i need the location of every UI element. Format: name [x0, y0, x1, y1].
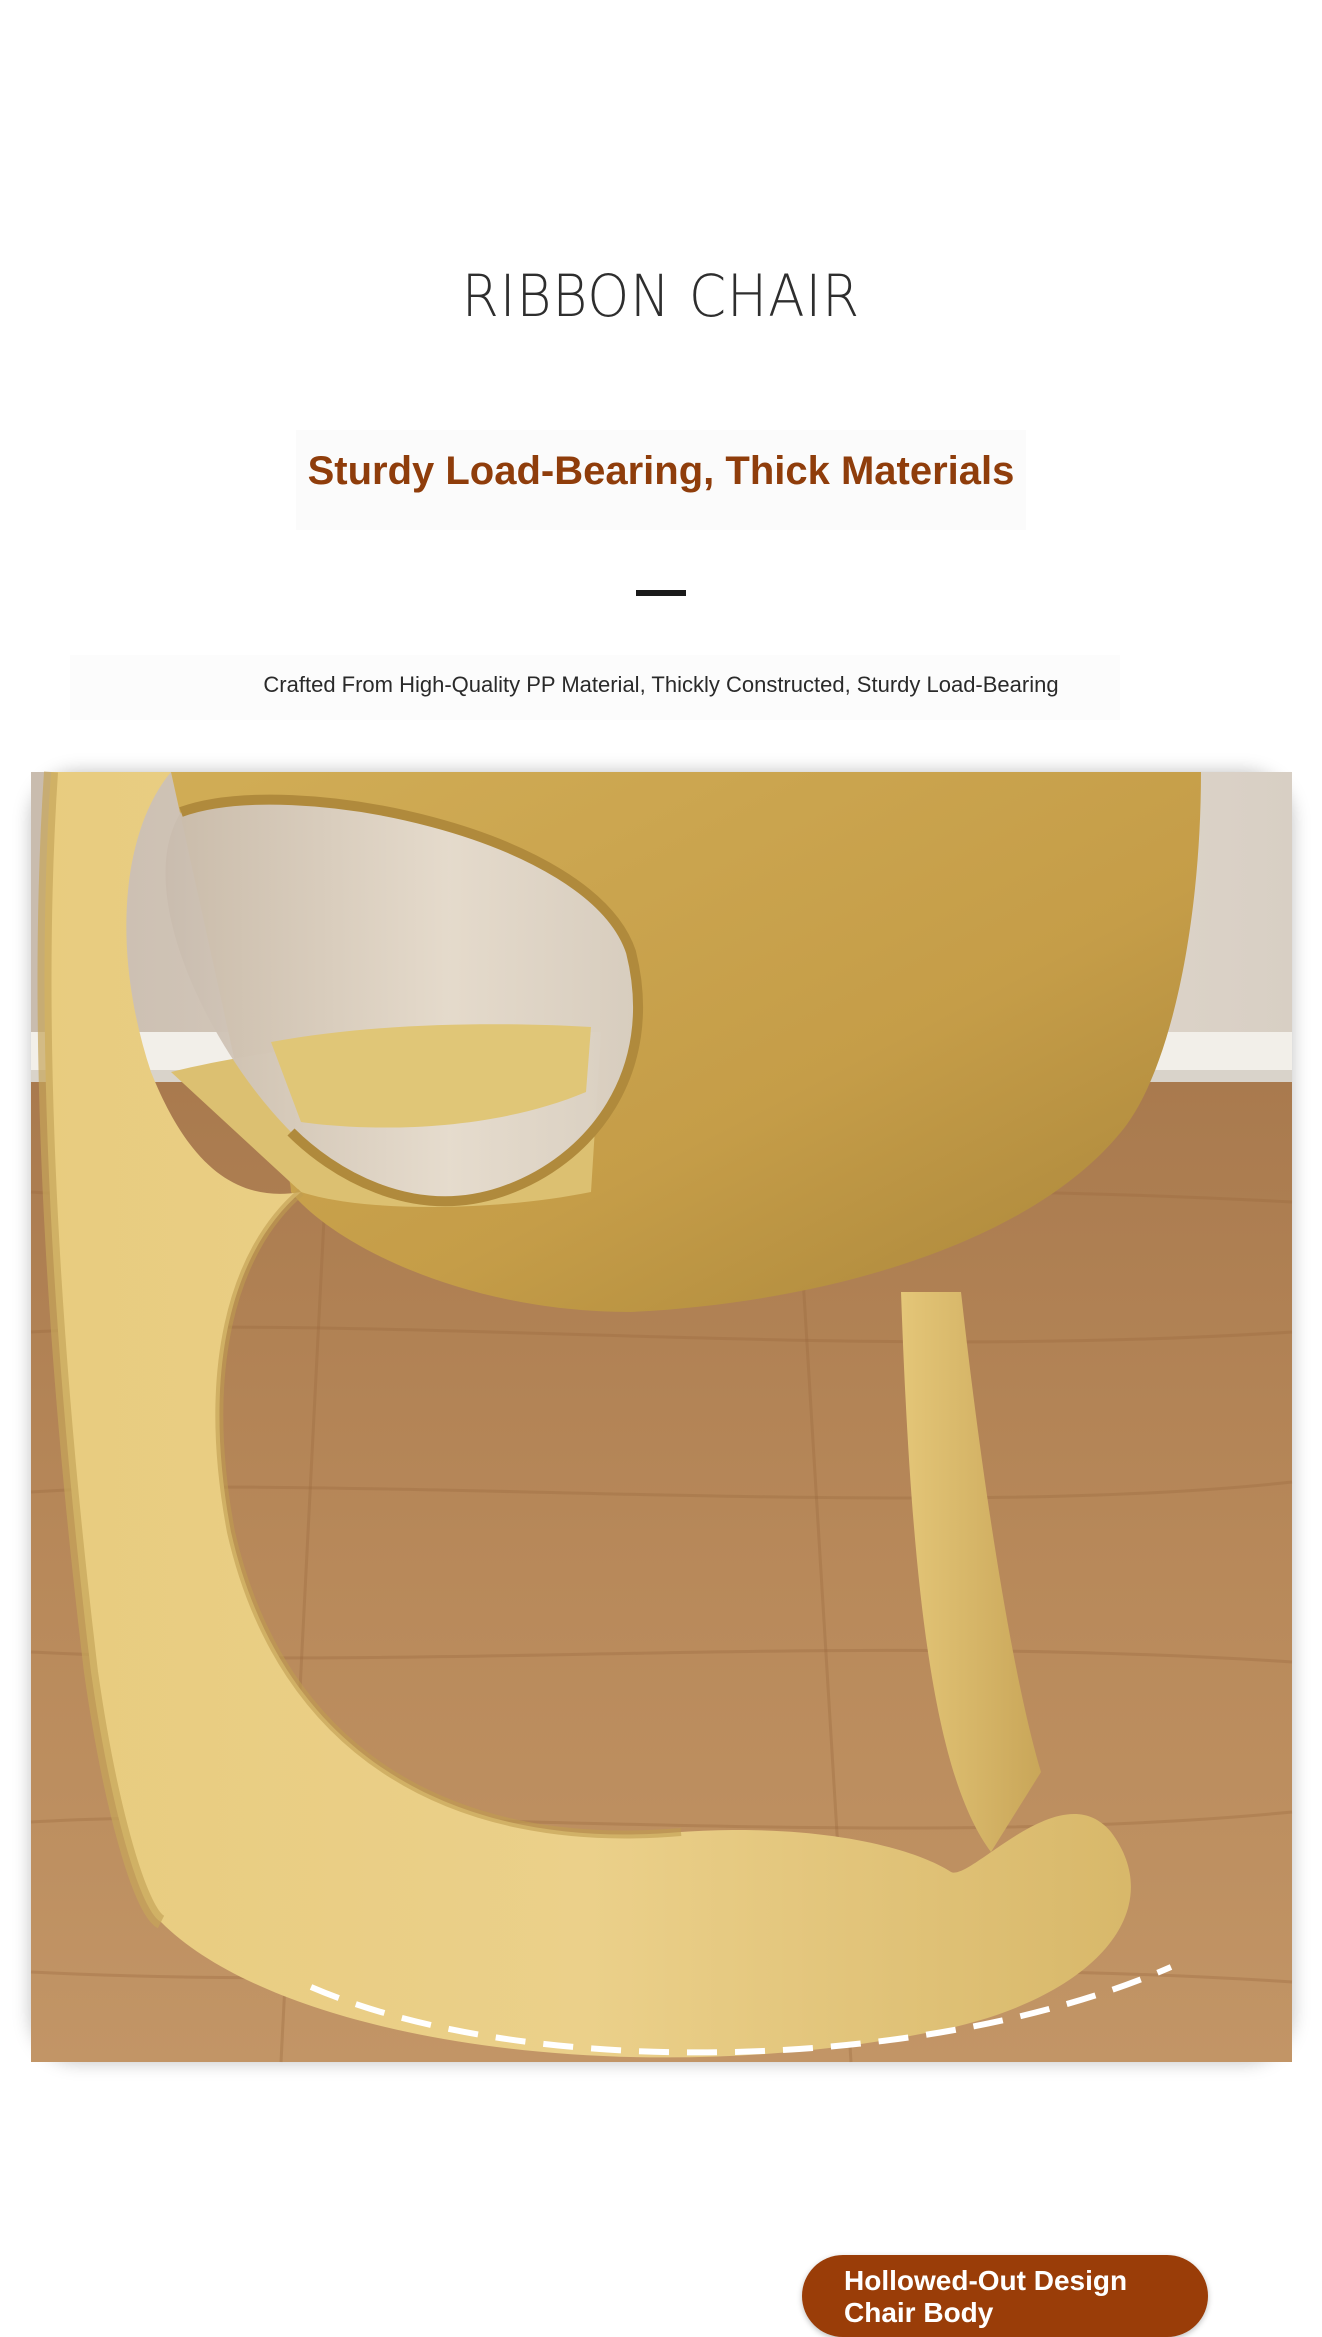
section-description: Crafted From High-Quality PP Material, Thickly Constructed, Sturdy Load-Bearing — [263, 672, 1059, 697]
section-headline: Sturdy Load-Bearing, Thick Materials — [307, 449, 1015, 493]
chair-illustration — [31, 772, 1292, 2062]
product-photo — [31, 772, 1292, 2328]
divider — [636, 590, 686, 596]
brand-title: RIBBON CHAIR — [461, 262, 861, 330]
callout-line-2: Chair Body — [844, 2297, 994, 2328]
callout-line-1: Hollowed-Out Design — [844, 2265, 1128, 2296]
feature-callout — [802, 2255, 1208, 2337]
